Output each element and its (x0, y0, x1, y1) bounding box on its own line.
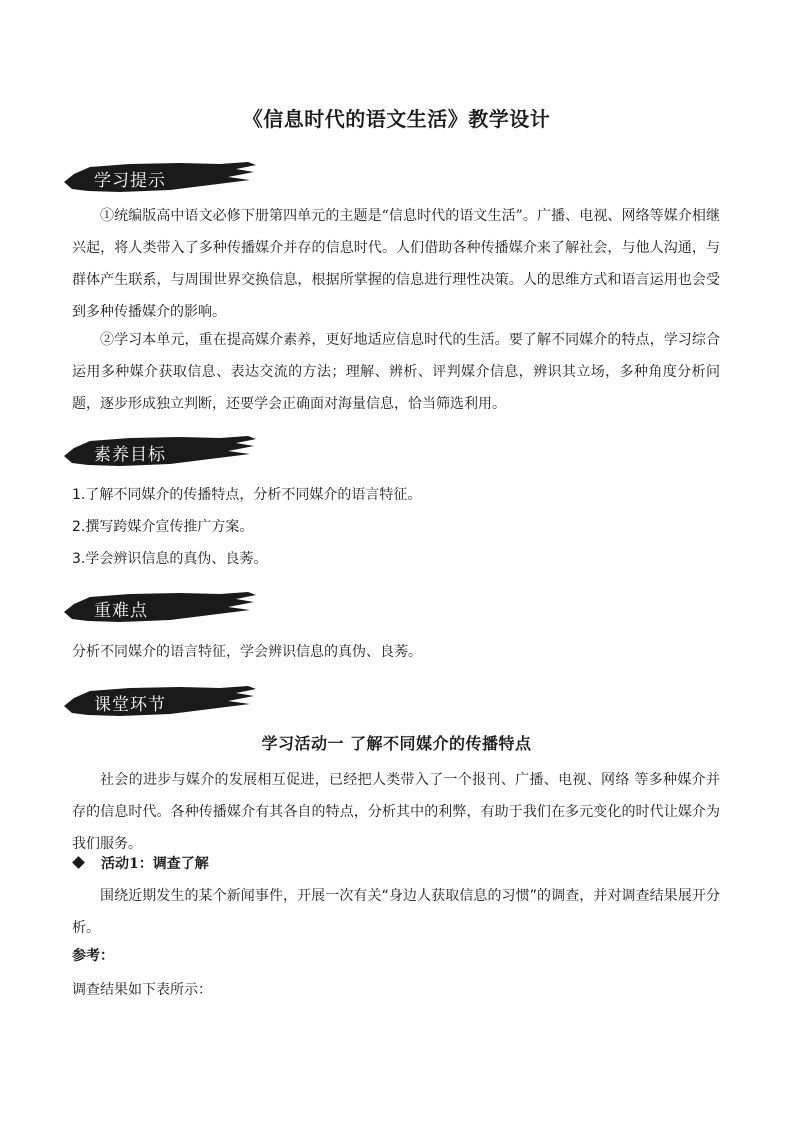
tips-paragraph-1: ①统编版高中语文必修下册第四单元的主题是“信息时代的语文生活”。广播、电视、网络等媒介相继兴起，将人类带入了多种传播媒介并存的信息时代。人们借助各种传播媒介来了解社会，与他人沟通，与群体产生联系，与周围世界交换信息，根据所掌握的信息进行理性决策。人的思维方式和语言运用也会受到多种传播媒介的影响。 (72, 208, 720, 320)
goal-item: 2.撰写跨媒介宣传推广方案。 (72, 519, 254, 535)
section-banner-tips (60, 160, 260, 196)
goal-item: 3.学会辨识信息的真伪、良莠。 (72, 551, 268, 567)
goal-item: 1.了解不同媒介的传播特点，分析不同媒介的语言特征。 (72, 487, 422, 503)
section-banner-classroom (60, 684, 260, 720)
activity-intro-paragraph: 社会的进步与媒介的发展相互促进，已经把人类带入了一个报刊、广播、电视、网络 等多种媒介并存的信息时代。各种传播媒介有其各自的特点，分析其中的利弊，有助于我们在多元变化的时代让媒介为我们服务。 (72, 772, 720, 852)
section-banner-goals (60, 434, 260, 470)
tips-paragraph-2: ②学习本单元，重在提高媒介素养，更好地适应信息时代的生活。要了解不同媒介的特点，学习综合运用多种媒介获取信息、表达交流的方法；理解、辨析、评判媒介信息，辨识其立场，多种角度分析问题，逐步形成独立判断，还要学会正确面对海量信息，恰当筛选利用。 (72, 332, 720, 412)
diamond-bullet-icon (72, 856, 85, 869)
activity-1-paragraph: 围绕近期发生的某个新闻事件，开展一次有关“身边人获取信息的习惯”的调查，并对调查结果展开分析。 (72, 888, 720, 936)
activity-title: 学习活动一 了解不同媒介的传播特点 (261, 734, 532, 753)
reference-label: 参考： (72, 948, 114, 964)
survey-result-line: 调查结果如下表所示： (72, 982, 212, 998)
section-banner-key-points (60, 590, 260, 626)
document-title: 《信息时代的语文生活》教学设计 (242, 107, 551, 131)
activity-1-heading: 活动1：调查了解 (101, 856, 209, 872)
ink-brush-stroke (60, 590, 260, 626)
activity-1-heading-row (72, 853, 209, 873)
section-label: 课堂环节 (94, 695, 166, 715)
section-label: 素养目标 (94, 445, 166, 465)
section-label: 学习提示 (94, 171, 166, 191)
key-points-text: 分析不同媒介的语言特征，学会辨识信息的真伪、良莠。 (72, 644, 422, 660)
section-label: 重难点 (94, 601, 148, 621)
